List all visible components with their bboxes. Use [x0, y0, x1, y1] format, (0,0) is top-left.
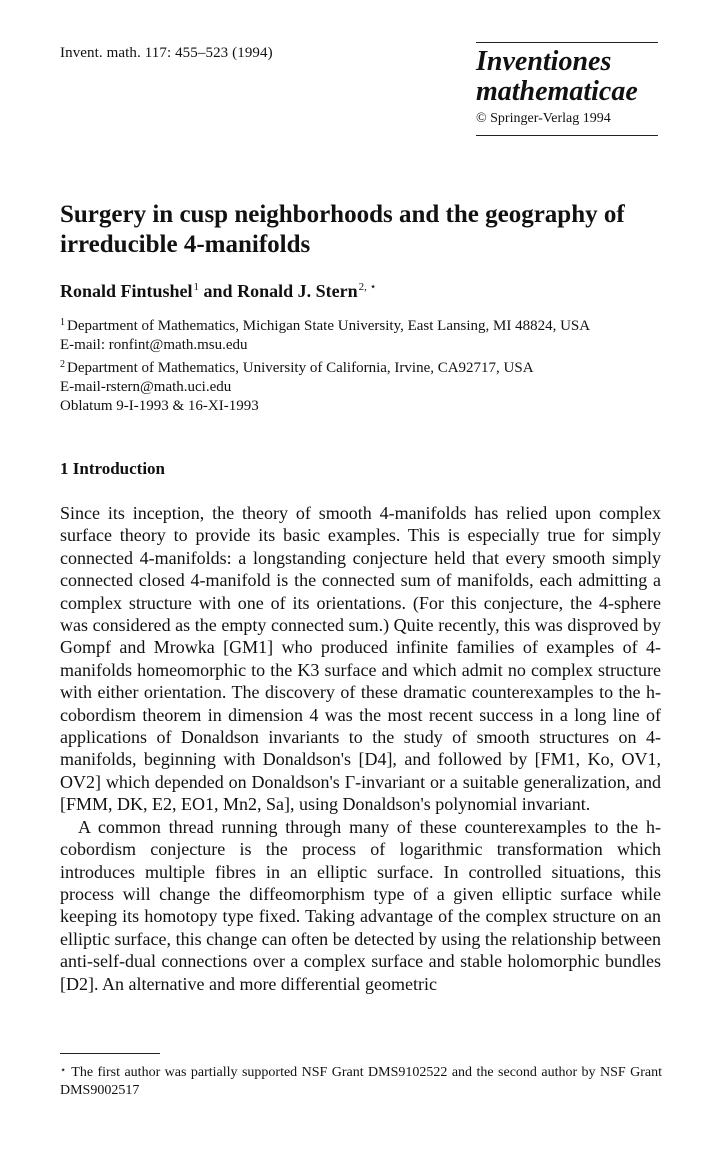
- affiliation-text: Department of Mathematics, Michigan State University, East Lansing, MI 48824, USA: [67, 318, 591, 334]
- affiliation-2: [60, 355, 680, 378]
- copyright-notice: © Springer-Verlag 1994: [476, 111, 611, 126]
- author-name: Ronald J. Stern: [237, 281, 358, 301]
- affiliation-marker: 2: [60, 359, 65, 370]
- affiliation-1: [60, 313, 680, 336]
- affiliation-1-email: E-mail: ronfint@math.msu.edu: [60, 337, 248, 353]
- journal-masthead: [476, 42, 658, 136]
- body-paragraph: Since its inception, the theory of smooth 4-manifolds has relied upon complex surface theory to provide its basic examples. This is especially true for simply connected 4-manifolds: a longstanding conjecture held that every smooth simply connected closed 4-manifold is the connected sum of manifolds, each admitting a complex structure with one of its orientations. (For this conjecture, the 4-sphere was considered as the empty connected sum.) Quite recently, this was disproved by Gompf and Mrowka [GM1] who produced infinite families of examples of 4-manifolds homeomorphic to the K3 surface and which admit no complex structure with either orientation. The discovery of these dramatic counterexamples to the h-cobordism theorem in dimension 4 was the most recent success in a long line of applications of Donaldson invariants to the study of smooth structures on 4-manifolds, beginning with Donaldson's [D4], and followed by [FM1, Ko, OV1, OV2] which depended on Donaldson's Γ-invariant or a suitable generalization, and [FMM, DK, E2, EO1, Mn2, Sa], using Donaldson's polynomial invariant.: [60, 503, 661, 815]
- paper-title: Surgery in cusp neighborhoods and the geography of irreducible 4-manifolds: [60, 201, 625, 258]
- affiliations: [60, 313, 680, 397]
- journal-reference: Invent. math. 117: 455–523 (1994): [60, 45, 273, 61]
- affiliation-text: Department of Mathematics, University of California, Irvine, CA92717, USA: [67, 360, 534, 376]
- affiliation-2-email: E-mail-rstern@math.uci.edu: [60, 379, 232, 395]
- author-name: Ronald Fintushel: [60, 281, 193, 301]
- received-dates: Oblatum 9-I-1993 & 16-XI-1993: [60, 398, 259, 414]
- affiliation-marker: 1: [60, 317, 65, 328]
- affiliation-marker: 2, ⋆: [358, 281, 377, 293]
- journal-name-line1: Inventiones: [476, 46, 612, 77]
- affiliation-marker: 1: [193, 281, 200, 293]
- masthead-top-rule: [476, 42, 658, 43]
- footnote-text: The first author was partially supported NSF Grant DMS9102522 and the second author by NSF Grant DMS9002517: [60, 1065, 662, 1098]
- footnote-rule: [60, 1053, 160, 1054]
- section-body: [60, 502, 661, 995]
- author-line: [60, 280, 376, 302]
- body-paragraph: A common thread running through many of these counterexamples to the h-cobordism conjecture is the process of logarithmic transformation which introduces multiple fibres in an elliptic surface. In controlled situations, this process will change the diffeomorphism type of a given elliptic surface while keeping its homotopy type fixed. Taking advantage of the complex structure on an elliptic surface, this change can often be detected by using the relationship between anti-self-dual connections over a complex surface and stable holomorphic bundles [D2]. An alternative and more differential geometric: [60, 816, 661, 994]
- author-conjunction: and: [203, 281, 233, 301]
- journal-name-line2: mathematicae: [476, 76, 638, 107]
- section-heading: 1 Introduction: [60, 459, 166, 478]
- footnote: [60, 1062, 662, 1100]
- masthead-bottom-rule: [476, 135, 658, 136]
- footnote-marker: ⋆: [60, 1065, 67, 1076]
